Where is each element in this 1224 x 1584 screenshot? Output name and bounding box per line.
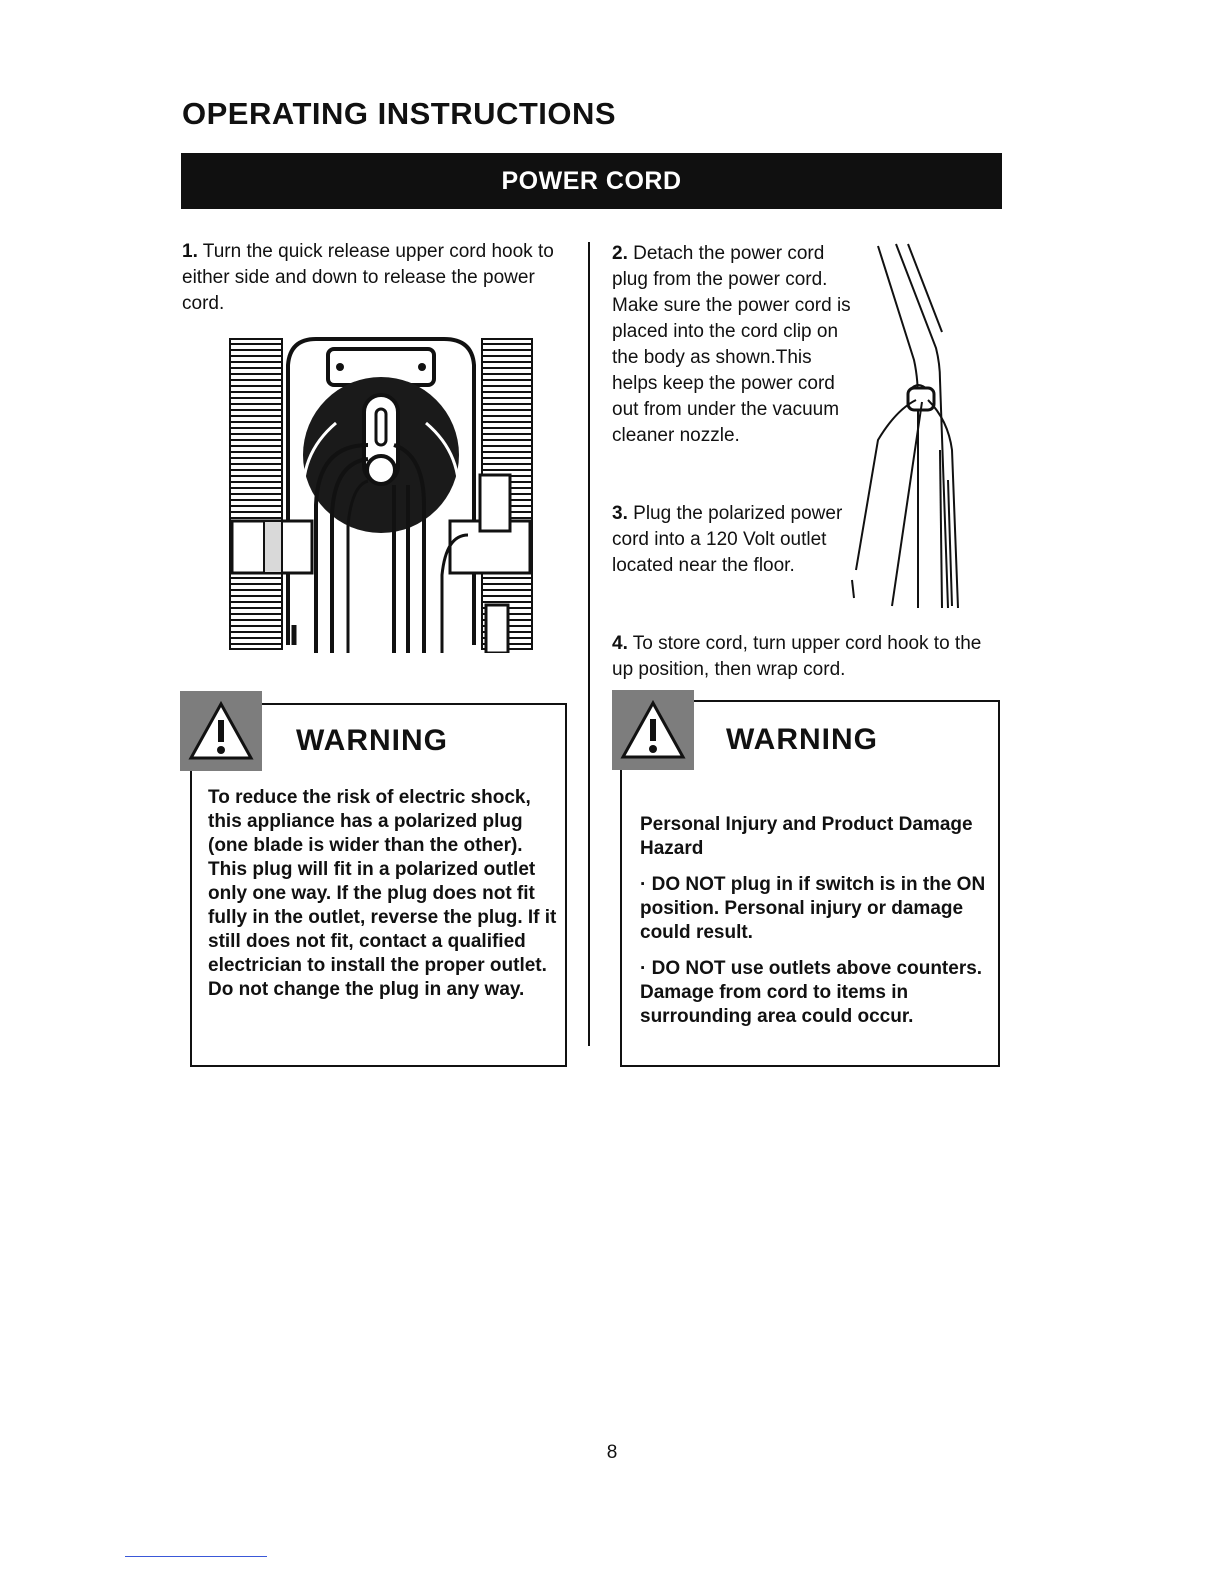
warning-triangle-icon xyxy=(187,700,255,762)
step-text: Turn the quick release upper cord hook to either side and down to release the power cord. xyxy=(182,241,554,314)
step-text: To store cord, turn upper cord hook to the up position, then wrap cord. xyxy=(612,633,982,680)
step-4 xyxy=(612,631,1002,683)
section-banner xyxy=(181,153,1002,209)
step-3 xyxy=(612,501,844,579)
column-divider xyxy=(588,242,590,1046)
warning-heading: WARNING xyxy=(726,723,878,756)
step-2 xyxy=(612,241,856,449)
page-title: OPERATING INSTRUCTIONS xyxy=(182,96,617,131)
warning-triangle-icon xyxy=(619,699,687,761)
step-number: 2. xyxy=(612,243,628,264)
step-number: 3. xyxy=(612,503,628,524)
cord-clip-illustration xyxy=(848,240,966,615)
section-title: POWER CORD xyxy=(501,166,682,195)
cord-hook-illustration xyxy=(228,335,534,658)
warning-text-injury-hazard xyxy=(640,813,986,1041)
warning-badge xyxy=(612,690,694,770)
warning-item: · DO NOT use outlets above counters. Damage from cord to items in surrounding area could occur. xyxy=(640,958,983,1027)
step-number: 1. xyxy=(182,241,198,262)
step-number: 4. xyxy=(612,633,628,654)
page-number: 8 xyxy=(606,1442,618,1463)
step-text: Detach the power cord plug from the power cord. Make sure the power cord is placed into the cord clip on the body as shown.This helps keep the power cord out from under the vacuum cleaner nozzle. xyxy=(612,243,851,446)
warning-item: · DO NOT plug in if switch is in the ON position. Personal injury or damage could result. xyxy=(640,874,986,943)
footer-rule xyxy=(125,1556,267,1557)
warning-badge xyxy=(180,691,262,771)
step-text: Plug the polarized power cord into a 120 Volt outlet located near the floor. xyxy=(612,503,843,576)
warning-text-electric-shock: To reduce the risk of electric shock, this appliance has a polarized plug (one blade is wider than the other). This plug will fit in a polarized outlet only one way. If the plug does not fit fully in the outlet, reverse the plug. If it still does not fit, contact a qualified electrician to install the proper outlet. Do not change the plug in any way. xyxy=(208,787,557,1000)
warning-heading: WARNING xyxy=(296,724,448,757)
step-1 xyxy=(182,239,577,317)
warning-subtitle: Personal Injury and Product Damage Hazard xyxy=(640,814,973,859)
